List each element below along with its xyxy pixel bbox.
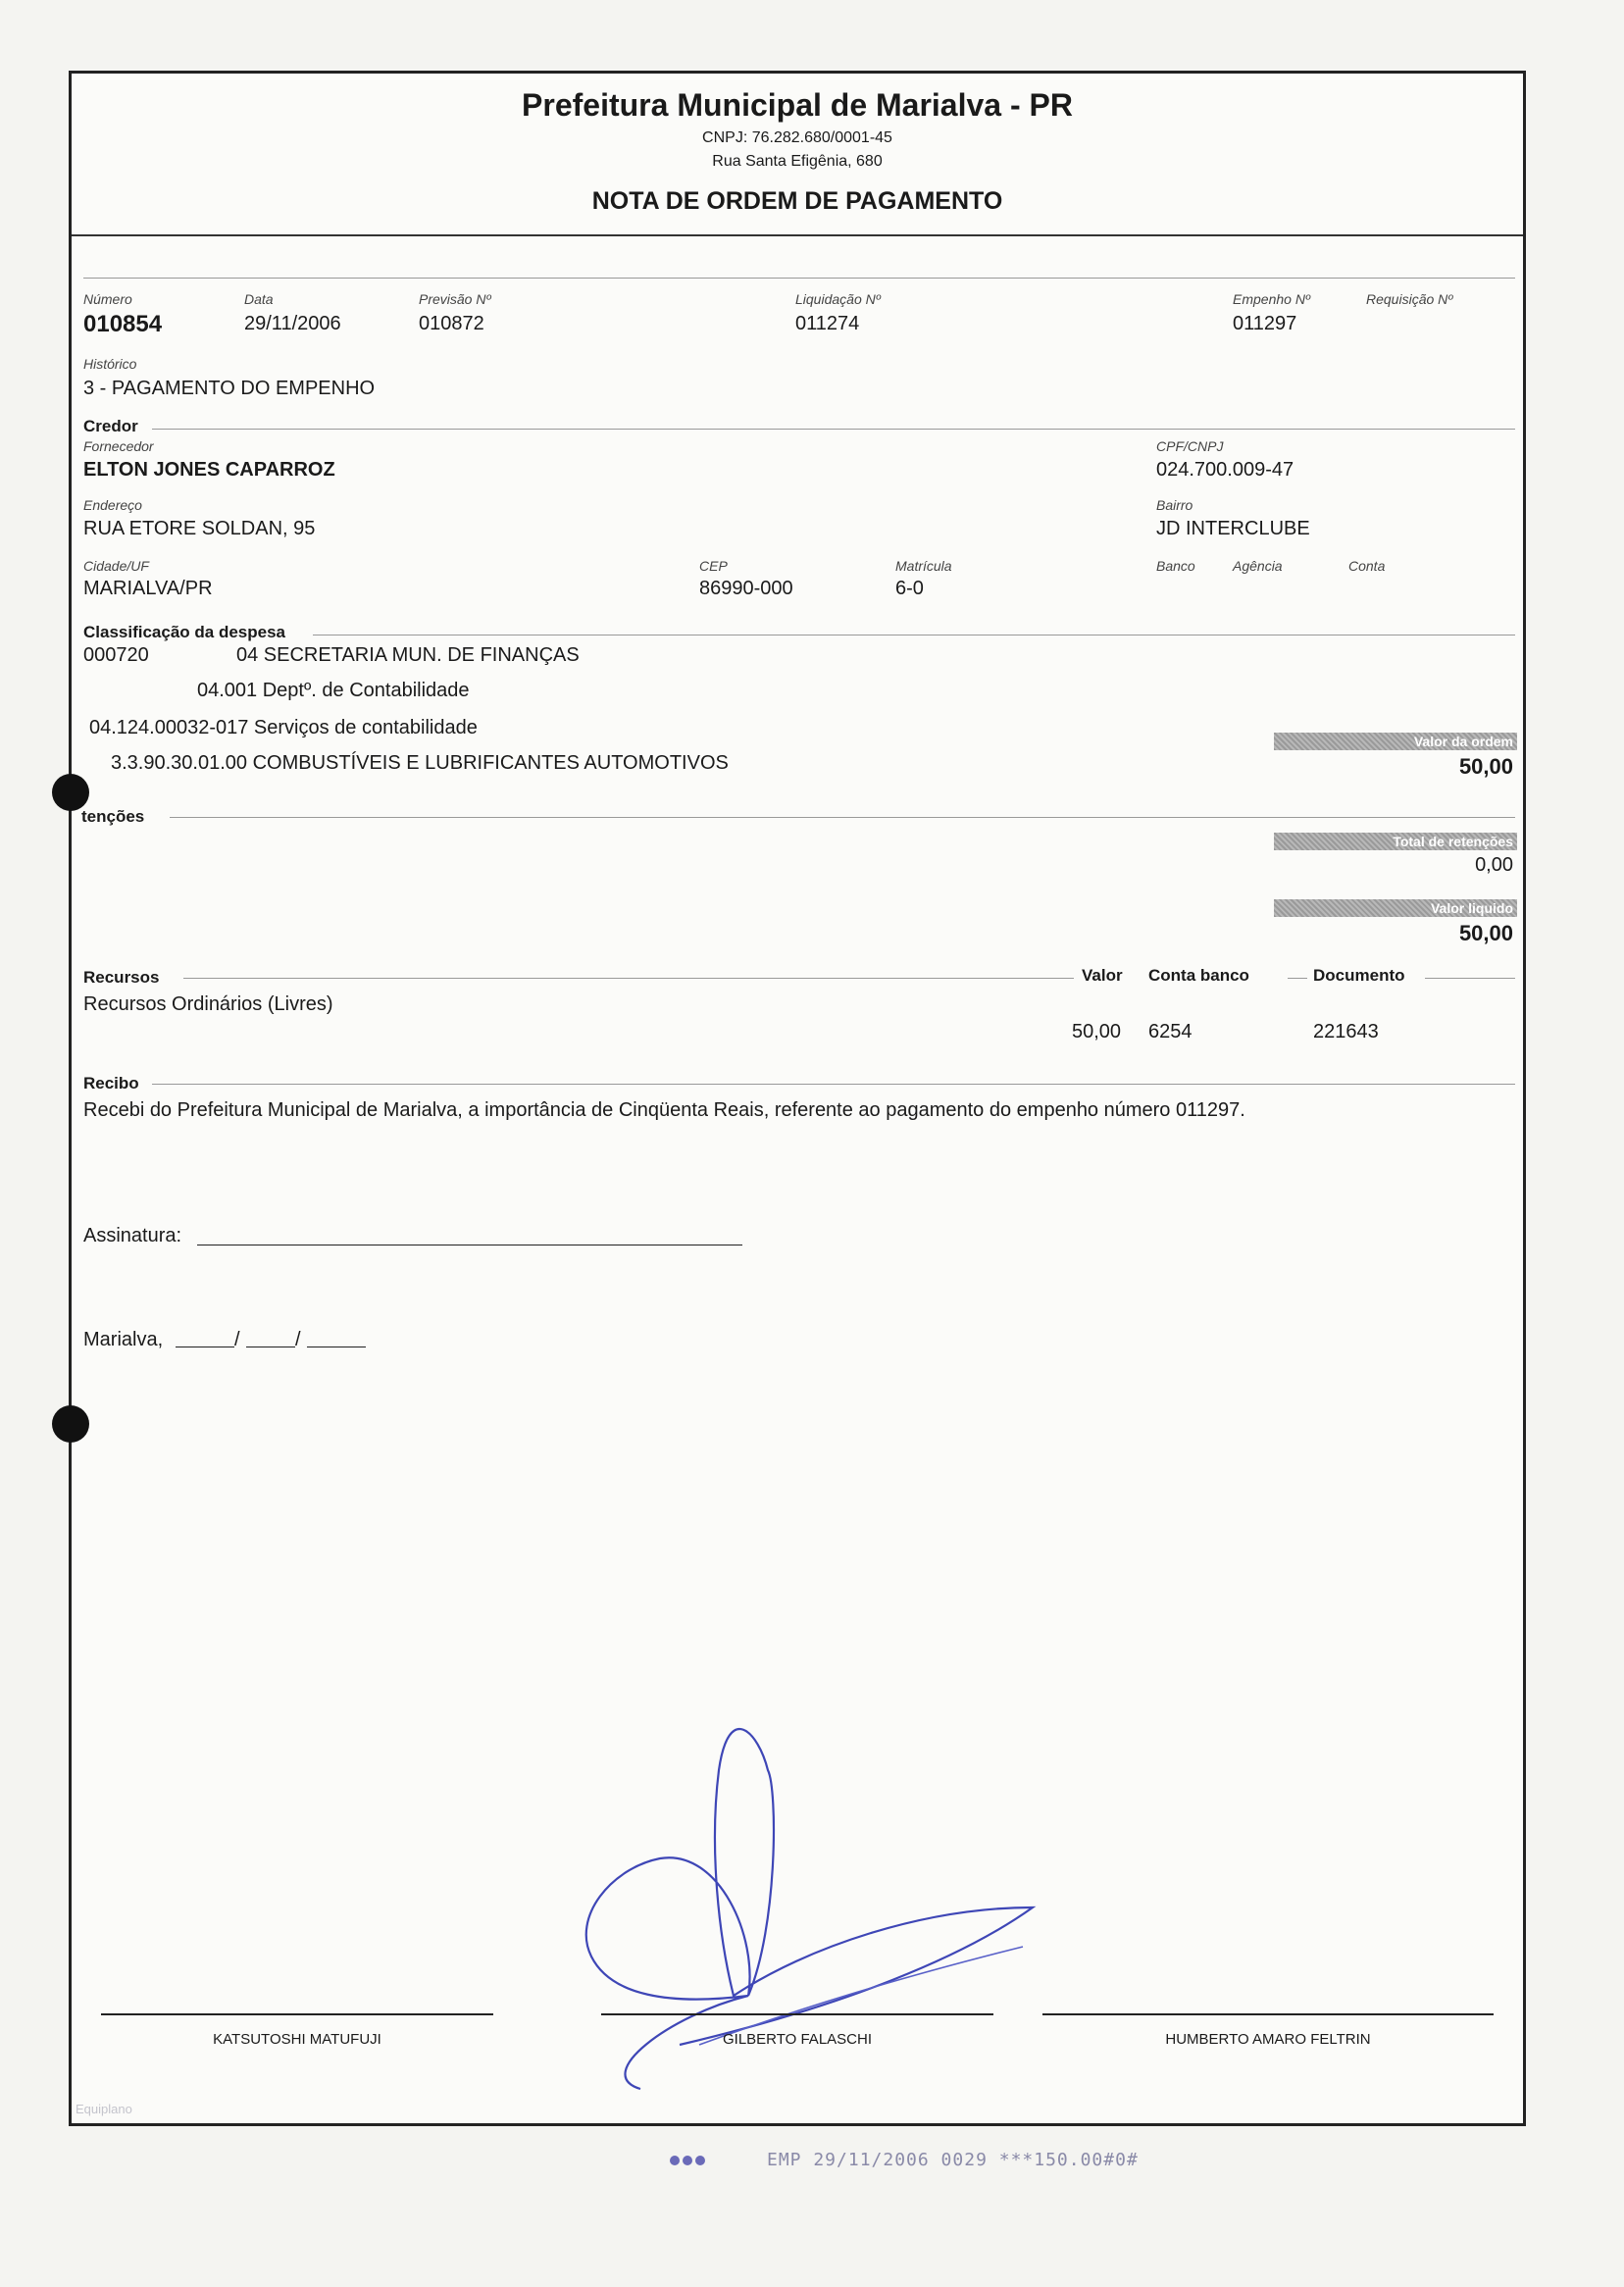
recursos-descricao: Recursos Ordinários (Livres)	[83, 993, 333, 1015]
cep-label: CEP	[699, 558, 728, 574]
recursos-valor-label: Valor	[1082, 966, 1123, 985]
credor-divider	[152, 429, 1515, 430]
fornecedor-value: ELTON JONES CAPARROZ	[83, 459, 335, 481]
signature-line-1	[101, 2013, 493, 2015]
banco-label: Banco	[1156, 558, 1195, 574]
historico-value: 3 - PAGAMENTO DO EMPENHO	[83, 378, 376, 399]
recursos-valor: 50,00	[1072, 1021, 1122, 1042]
previsao-label: Previsão Nº	[419, 291, 491, 307]
local-data-label: Marialva,	[83, 1329, 164, 1350]
cidade-value: MARIALVA/PR	[83, 578, 213, 599]
classificacao-elemento: 3.3.90.30.01.00 COMBUSTÍVEIS E LUBRIFICANTES AUTOMOTIVOS	[111, 752, 729, 774]
org-cnpj: CNPJ: 76.282.680/0001-45	[702, 129, 892, 146]
liquidacao-value: 011274	[795, 313, 860, 334]
previsao-value: 010872	[419, 313, 484, 334]
recursos-section: Recursos	[83, 968, 160, 987]
assinatura-label: Assinatura:	[83, 1225, 182, 1246]
punch-hole	[52, 1405, 89, 1443]
recibo-section: Recibo	[83, 1074, 139, 1093]
signature-line-2	[601, 2013, 993, 2015]
total-retencoes-label: Total de retenções	[1274, 833, 1517, 850]
signatory-3: HUMBERTO AMARO FELTRIN	[1165, 2031, 1371, 2048]
bank-stamp: EMP 29/11/2006 0029 ***150.00#0#	[767, 2150, 1139, 2170]
recursos-documento: 221643	[1313, 1021, 1379, 1042]
empenho-value: 011297	[1233, 313, 1297, 334]
retencoes-section: tenções	[81, 807, 145, 826]
signatory-1: KATSUTOSHI MATUFUJI	[213, 2031, 381, 2048]
org-name: Prefeitura Municipal de Marialva - PR	[522, 87, 1073, 123]
classificacao-code: 000720	[83, 644, 149, 666]
bairro-label: Bairro	[1156, 497, 1193, 513]
stamp-logo-icon	[669, 2154, 708, 2167]
header-divider	[72, 234, 1523, 236]
recursos-divider-2	[1288, 978, 1307, 979]
bairro-value: JD INTERCLUBE	[1156, 518, 1310, 539]
endereco-value: RUA ETORE SOLDAN, 95	[83, 518, 316, 539]
matricula-label: Matrícula	[895, 558, 952, 574]
classificacao-orgao: 04 SECRETARIA MUN. DE FINANÇAS	[236, 644, 580, 666]
liquidacao-label: Liquidação Nº	[795, 291, 881, 307]
endereco-label: Endereço	[83, 497, 142, 513]
matricula-value: 6-0	[895, 578, 924, 599]
cpf-label: CPF/CNPJ	[1156, 438, 1224, 454]
empenho-label: Empenho Nº	[1233, 291, 1311, 307]
valor-ordem-label: Valor da ordem	[1274, 733, 1517, 750]
recibo-divider	[152, 1084, 1515, 1085]
recibo-text: Recebi do Prefeitura Municipal de Marialva, a importância de Cinqüenta Reais, referente ao pagamento do empenho número 011297.	[83, 1099, 1245, 1121]
cpf-value: 024.700.009-47	[1156, 459, 1294, 481]
recursos-divider-3	[1425, 978, 1515, 979]
date-separator-1: /	[234, 1329, 240, 1350]
signature-line-3	[1042, 2013, 1494, 2015]
org-address: Rua Santa Efigênia, 680	[712, 153, 883, 170]
recursos-conta-label: Conta banco	[1148, 966, 1249, 985]
valor-liquido-label: Valor liquido	[1274, 899, 1517, 917]
data-label: Data	[244, 291, 274, 307]
signatory-2: GILBERTO FALASCHI	[723, 2031, 872, 2048]
recursos-documento-label: Documento	[1313, 966, 1405, 985]
cep-value: 86990-000	[699, 578, 793, 599]
total-retencoes-value: 0,00	[1475, 854, 1513, 876]
classificacao-programa: 04.124.00032-017 Serviços de contabilidade	[89, 717, 478, 738]
valor-ordem-value: 50,00	[1458, 754, 1513, 779]
cidade-label: Cidade/UF	[83, 558, 149, 574]
retencoes-divider	[170, 817, 1515, 818]
valor-liquido-value: 50,00	[1458, 921, 1513, 945]
historico-label: Histórico	[83, 356, 137, 372]
software-watermark: Equiplano	[76, 2102, 132, 2116]
punch-hole	[52, 774, 89, 811]
conta-label: Conta	[1348, 558, 1386, 574]
stamp-logo	[669, 2154, 708, 2167]
agencia-label: Agência	[1233, 558, 1283, 574]
requisicao-label: Requisição Nº	[1366, 291, 1453, 307]
document-title: NOTA DE ORDEM DE PAGAMENTO	[591, 187, 1003, 215]
document-page	[69, 71, 1526, 2126]
recursos-divider	[183, 978, 1074, 979]
numero-value: 010854	[83, 311, 163, 337]
data-value: 29/11/2006	[244, 313, 341, 334]
fornecedor-label: Fornecedor	[83, 438, 154, 454]
ids-divider	[83, 278, 1515, 279]
classificacao-unidade: 04.001 Deptº. de Contabilidade	[197, 680, 470, 701]
recursos-conta: 6254	[1148, 1021, 1193, 1042]
classificacao-section: Classificação da despesa	[83, 623, 286, 641]
date-separator-2: /	[295, 1329, 301, 1350]
credor-section: Credor	[83, 417, 138, 435]
numero-label: Número	[83, 291, 132, 307]
